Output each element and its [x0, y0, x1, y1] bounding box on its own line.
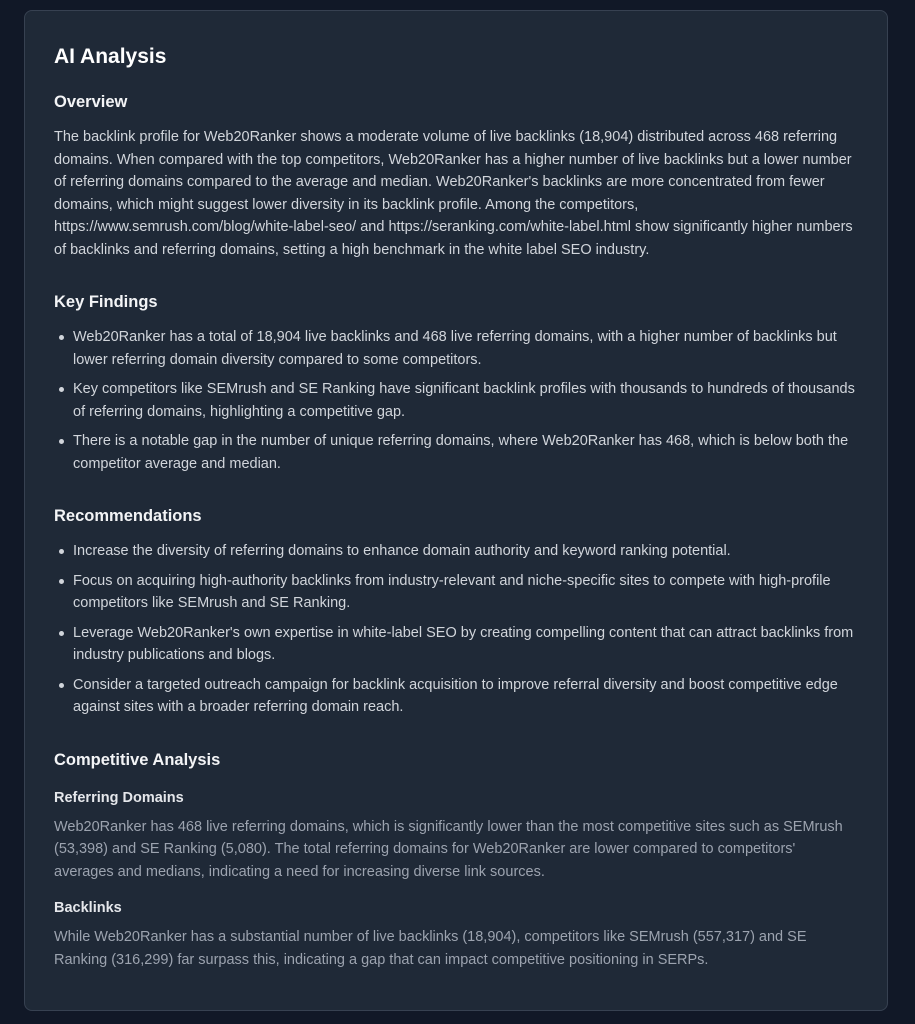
key-findings-heading: Key Findings	[54, 293, 158, 311]
key-findings-list	[54, 326, 858, 475]
ai-analysis-card	[24, 10, 888, 1011]
overview-text: The backlink profile for Web20Ranker shows a moderate volume of live backlinks (18,904) distributed across 468 referring domains. When compared with the top competitors, Web20Ranker has a higher number of live backlinks but a lower number of referring domains compared to the average and median. Web20Ranker's backlinks are more concentrated from fewer domains, which might suggest lower diversity in its backlink profile. Among the competitors, https://www.semrush.com/blog/white-label-seo/ and https://seranking.com/white-label.html show significantly higher numbers of backlinks and referring domains, setting a high benchmark in the white label SEO industry.	[54, 129, 853, 258]
list-item: There is a notable gap in the number of unique referring domains, where Web20Ranker has 468, which is below both the competitor average and median.	[54, 430, 858, 475]
backlinks-text: While Web20Ranker has a substantial number of live backlinks (18,904), competitors like SEMrush (557,317) and SE Ranking (316,299) far surpass this, indicating a gap that can impact competitive positioning in SERPs.	[54, 929, 807, 968]
list-item: Increase the diversity of referring domains to enhance domain authority and keyword ranking potential.	[54, 540, 858, 563]
backlinks-heading: Backlinks	[54, 900, 122, 916]
overview-heading: Overview	[54, 93, 128, 111]
list-item: Focus on acquiring high-authority backlinks from industry-relevant and niche-specific sites to compete with high-profile competitors like SEMrush and SE Ranking.	[54, 570, 858, 615]
competitive-analysis-section	[54, 748, 858, 972]
referring-domains-heading: Referring Domains	[54, 789, 184, 806]
recommendations-heading: Recommendations	[54, 507, 202, 525]
referring-domains-text: Web20Ranker has 468 live referring domains, which is significantly lower than the most competitive sites such as SEMrush (53,398) and SE Ranking (5,080). The total referring domains for Web20Ranker are lower compared to competitors' averages and medians, indicating a need for increasing diverse link sources.	[54, 818, 843, 880]
recommendations-section	[54, 504, 858, 719]
competitive-analysis-heading: Competitive Analysis	[54, 750, 221, 769]
list-item: Leverage Web20Ranker's own expertise in white-label SEO by creating compelling content that can attract backlinks from industry publications and blogs.	[54, 622, 858, 667]
recommendations-list	[54, 540, 858, 719]
list-item: Consider a targeted outreach campaign for backlink acquisition to improve referral diversity and boost competitive edge against sites with a broader referring domain reach.	[54, 674, 858, 719]
overview-section	[54, 90, 858, 261]
list-item: Web20Ranker has a total of 18,904 live backlinks and 468 live referring domains, with a higher number of backlinks but lower referring domain diversity compared to some competitors.	[54, 326, 858, 371]
list-item: Key competitors like SEMrush and SE Ranking have significant backlink profiles with thousands to hundreds of thousands of referring domains, highlighting a competitive gap.	[54, 378, 858, 423]
key-findings-section	[54, 290, 858, 475]
card-title: AI Analysis	[54, 45, 167, 68]
